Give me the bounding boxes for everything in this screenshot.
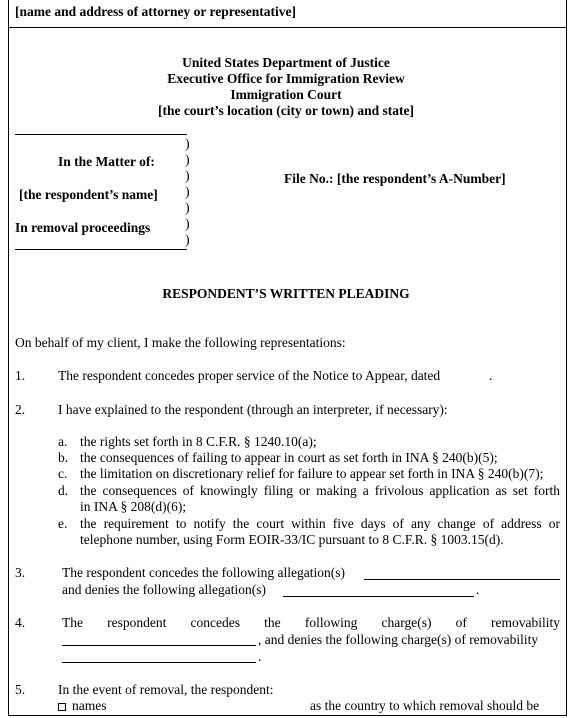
caption-bottom-rule bbox=[15, 249, 187, 250]
attorney-divider bbox=[8, 27, 567, 28]
caption-top-rule bbox=[15, 134, 187, 135]
subitem-letter: c. bbox=[58, 466, 68, 481]
item-number: 2. bbox=[15, 402, 26, 417]
item-number: 1. bbox=[15, 368, 26, 383]
allegations-denied-blank[interactable] bbox=[283, 596, 474, 597]
item-1-text: The respondent concedes proper service of the Notice to Appear, dated bbox=[58, 368, 441, 383]
item-2-text: I have explained to the respondent (through an interpreter, if necessary): bbox=[58, 402, 448, 417]
subitem-a-text: the rights set forth in 8 C.F.R. § 1240.10(a); bbox=[80, 434, 317, 449]
charges-conceded-blank[interactable] bbox=[62, 645, 256, 646]
caption-paren: ) bbox=[185, 233, 190, 248]
proceedings-label: In removal proceedings bbox=[15, 220, 151, 235]
subitem-letter: b. bbox=[58, 450, 69, 465]
allegations-conceded-blank[interactable] bbox=[364, 579, 560, 580]
item-number: 4. bbox=[15, 615, 26, 630]
item-3-text: The respondent concedes the following allegation(s) bbox=[62, 565, 346, 580]
item-4-period: . bbox=[258, 649, 262, 664]
subitem-c-text: the limitation on discretionary relief for failure to appear set forth in INA § 240(b)(7); bbox=[80, 466, 544, 481]
attorney-field: [name and address of attorney or representative] bbox=[15, 4, 296, 19]
subitem-letter: e. bbox=[58, 516, 68, 531]
file-number-field: File No.: [the respondent’s A-Number] bbox=[284, 171, 506, 186]
item-4-text-cont: , and denies the following charge(s) of removability bbox=[258, 632, 539, 647]
subitem-d-text-cont: in INA § 208(d)(6); bbox=[80, 499, 187, 514]
caption-paren: ) bbox=[185, 217, 190, 232]
names-option[interactable] bbox=[58, 698, 107, 714]
subitem-e-text: the requirement to notify the court within five days of any change of address or bbox=[80, 516, 560, 531]
subitem-letter: a. bbox=[58, 434, 68, 449]
intro-text: On behalf of my client, I make the following representations: bbox=[15, 335, 346, 350]
caption-paren: ) bbox=[185, 201, 190, 216]
caption-paren: ) bbox=[185, 185, 190, 200]
respondent-name-field: [the respondent’s name] bbox=[19, 187, 158, 202]
names-checkbox[interactable] bbox=[58, 703, 66, 711]
subitem-e-text-cont: telephone number, using Form EOIR-33/IC pursuant to 8 C.F.R. § 1003.15(d). bbox=[80, 532, 504, 547]
item-3-text-cont: and denies the following allegation(s) bbox=[62, 582, 266, 597]
agency-line-3: Immigration Court bbox=[230, 87, 342, 102]
item-number: 3. bbox=[15, 565, 26, 580]
in-matter-label: In the Matter of: bbox=[58, 154, 155, 169]
item-number: 5. bbox=[15, 682, 26, 697]
caption-paren: ) bbox=[185, 169, 190, 184]
item-1-period: . bbox=[489, 368, 493, 383]
subitem-b-text: the consequences of failing to appear in court as set forth in INA § 240(b)(5); bbox=[80, 450, 498, 465]
item-5-text: In the event of removal, the respondent: bbox=[58, 682, 274, 697]
names-option-tail: as the country to which removal should be bbox=[310, 698, 540, 713]
names-option-label: names bbox=[72, 698, 107, 713]
caption-paren: ) bbox=[185, 153, 190, 168]
agency-line-2: Executive Office for Immigration Review bbox=[167, 71, 405, 86]
agency-line-1: United States Department of Justice bbox=[182, 55, 390, 70]
item-4-text: The respondent concedes the following charge(s) of removability bbox=[62, 615, 560, 630]
caption-paren: ) bbox=[185, 137, 190, 152]
subitem-d-text: the consequences of knowingly filing or making a frivolous application as set forth bbox=[80, 483, 560, 498]
subitem-letter: d. bbox=[58, 483, 69, 498]
court-location: [the court’s location (city or town) and state] bbox=[157, 103, 415, 118]
document-title: RESPONDENT’S WRITTEN PLEADING bbox=[162, 286, 410, 301]
charges-denied-blank[interactable] bbox=[62, 662, 256, 663]
item-3-period: . bbox=[476, 582, 480, 597]
